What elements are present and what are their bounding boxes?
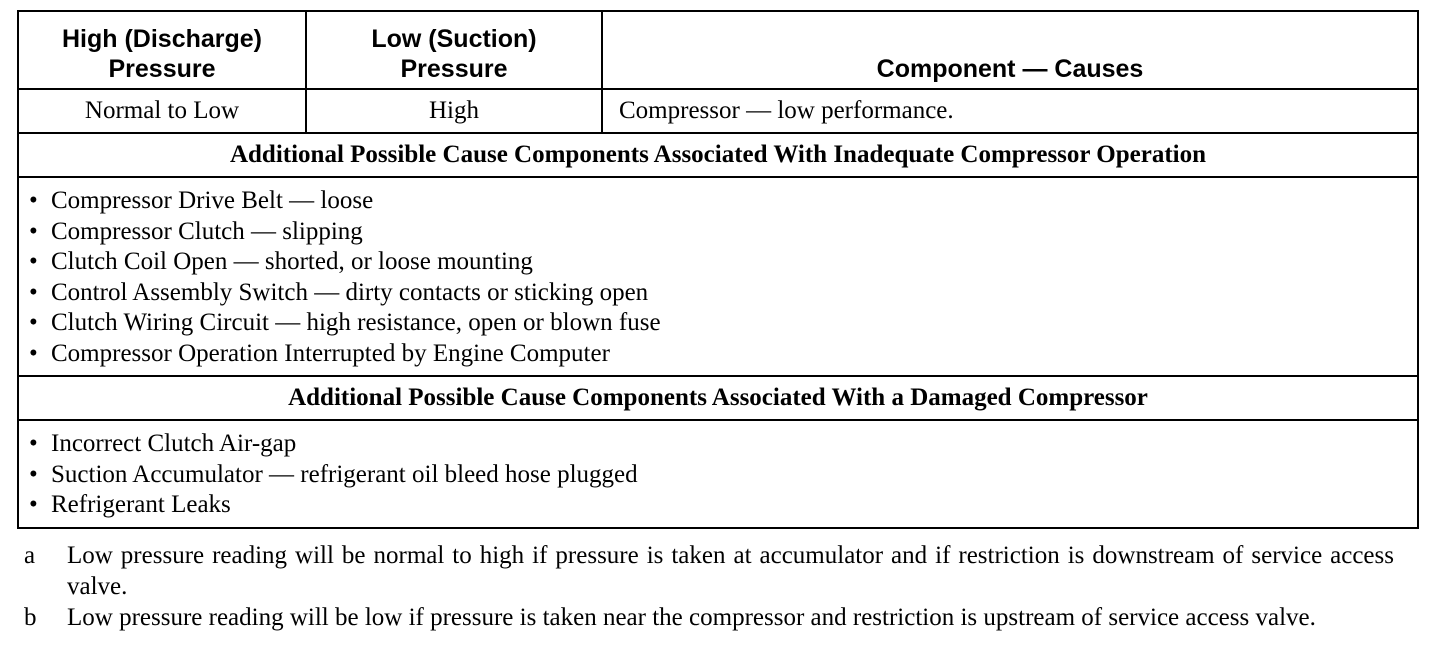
header-high-line2: Pressure [108, 55, 216, 83]
header-high-line1: High (Discharge) [61, 25, 263, 53]
list-item [27, 217, 1417, 248]
section-title-damaged-compressor: Additional Possible Cause Components Associated With a Damaged Compressor [18, 376, 1418, 420]
section-1-title-row [18, 133, 1418, 177]
diagnosis-table [17, 10, 1419, 529]
list-item [27, 186, 1417, 217]
bullet-list [27, 186, 1417, 369]
section-2-title-row [18, 376, 1418, 420]
list-item-text: Clutch Wiring Circuit — high resistance, open or blown fuse [51, 309, 661, 336]
bullet-icon: • [29, 278, 38, 306]
list-item [27, 460, 1417, 491]
footnote-text: Low pressure reading will be low if pressure is taken near the compressor and restriction is upstream of service access valve. [67, 604, 1316, 631]
list-item [27, 490, 1417, 521]
list-item-text: Refrigerant Leaks [51, 491, 231, 518]
table-row [18, 89, 1418, 133]
header-low-pressure [306, 11, 602, 89]
bullet-icon: • [29, 430, 38, 457]
bullet-icon: • [29, 339, 38, 367]
section-2-list-row [18, 420, 1418, 528]
cell-component: Compressor — low performance. [602, 89, 1418, 133]
footnote-text: Low pressure reading will be normal to high if pressure is taken at accumulator and if restriction is downstream of service access valve. [67, 542, 1394, 600]
list-item-text: Clutch Coil Open — shorted, or loose mounting [51, 248, 533, 275]
header-component-causes [602, 11, 1418, 89]
list-item [27, 339, 1417, 370]
section-list-damaged-compressor [18, 420, 1418, 528]
header-high-pressure [18, 11, 306, 89]
footnotes [24, 540, 1394, 633]
section-title-inadequate-operation: Additional Possible Cause Components Associated With Inadequate Compressor Operation [18, 133, 1418, 177]
list-item-text: Compressor Drive Belt — loose [51, 187, 374, 214]
footnote-mark: b [24, 604, 37, 631]
bullet-icon: • [29, 217, 38, 245]
list-item-text: Control Assembly Switch — dirty contacts or sticking open [51, 278, 649, 306]
header-component-line2: Component — Causes [876, 55, 1144, 83]
section-list-inadequate-operation [18, 177, 1418, 376]
list-item-text: Compressor Operation Interrupted by Engine Computer [51, 339, 610, 367]
bullet-icon: • [29, 309, 38, 336]
header-row [18, 11, 1418, 89]
cell-low-pressure: High [306, 89, 602, 133]
bullet-icon: • [29, 248, 38, 275]
section-1-list-row [18, 177, 1418, 376]
bullet-icon: • [29, 187, 38, 214]
bullet-icon: • [29, 460, 38, 488]
footnote-a [24, 540, 1394, 602]
bullet-list [27, 429, 1417, 521]
cell-high-pressure: Normal to Low [18, 89, 306, 133]
bullet-icon: • [29, 491, 38, 518]
header-low-line2: Pressure [400, 55, 508, 83]
footnote-mark: a [24, 542, 36, 569]
list-item [27, 429, 1417, 460]
list-item-text: Compressor Clutch — slipping [51, 217, 363, 245]
footnote-b [24, 602, 1394, 633]
header-low-line1: Low (Suction) [371, 25, 537, 53]
list-item [27, 278, 1417, 309]
list-item-text: Suction Accumulator — refrigerant oil bleed hose plugged [51, 460, 638, 488]
list-item [27, 308, 1417, 339]
list-item-text: Incorrect Clutch Air-gap [51, 430, 297, 457]
list-item [27, 247, 1417, 278]
